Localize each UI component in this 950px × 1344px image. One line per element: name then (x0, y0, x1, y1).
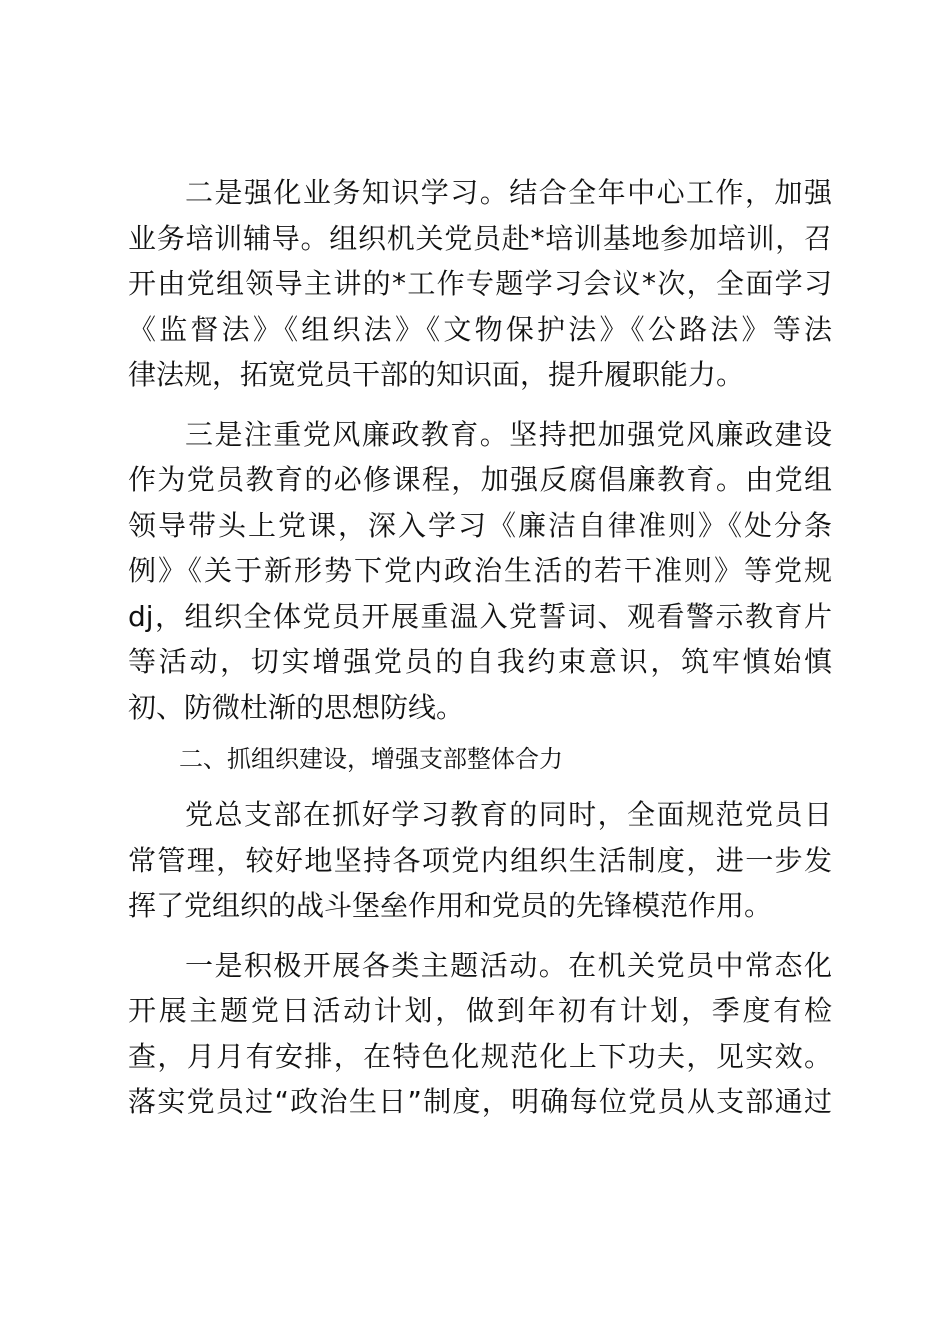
section-heading: 二、抓组织建设，增强支部整体合力 (179, 745, 563, 773)
text-line: 三是注重党风廉政教育。坚持把加强党风廉政建设 (185, 417, 832, 451)
text-line: 例》《关于新形势下党内政治生活的若干准则》等党规 (128, 554, 832, 587)
text-line: 等活动，切实增强党员的自我约束意识，筑牢慎始慎 (128, 645, 832, 678)
text-line: 业务培训辅导。组织机关党员赴*培训基地参加培训，召 (128, 221, 832, 255)
text-line: 律法规，拓宽党员干部的知识面，提升履职能力。 (128, 358, 745, 391)
text-line: 初、防微杜渐的思想防线。 (128, 690, 465, 724)
text-line: 《监督法》《组织法》《文物保护法》《公路法》等法 (128, 312, 832, 346)
paragraph-business-study (128, 170, 832, 398)
paragraph-theme-activities (128, 943, 832, 1125)
paragraph-integrity-education (128, 412, 832, 731)
text-line: 党总支部在抓好学习教育的同时，全面规范党员日 (185, 798, 832, 831)
paragraph-party-management (128, 792, 832, 929)
text-line: 作为党员教育的必修课程，加强反腐倡廉教育。由党组 (128, 463, 832, 496)
document-body (128, 170, 832, 1125)
text-line: 常管理，较好地坚持各项党内组织生活制度，进一步发 (128, 843, 832, 877)
text-line: 开展主题党日活动计划，做到年初有计划，季度有检 (128, 994, 832, 1027)
text-line: dj，组织全体党员开展重温入党誓词、观看警示教育片 (128, 599, 832, 633)
text-line: 开由党组领导主讲的*工作专题学习会议*次，全面学习 (128, 267, 832, 300)
text-line: 挥了党组织的战斗堡垒作用和党员的先锋模范作用。 (128, 889, 773, 922)
text-line: 查，月月有安排，在特色化规范化上下功夫，见实效。 (128, 1039, 832, 1073)
text-line: 一是积极开展各类主题活动。在机关党员中常态化 (185, 948, 832, 982)
text-line: 二是强化业务知识学习。结合全年中心工作，加强 (185, 176, 832, 209)
text-line: 领导带头上党课，深入学习《廉洁自律准则》《处分条 (128, 508, 832, 542)
text-line: 落实党员过“政治生日”制度，明确每位党员从支部通过 (128, 1085, 832, 1118)
